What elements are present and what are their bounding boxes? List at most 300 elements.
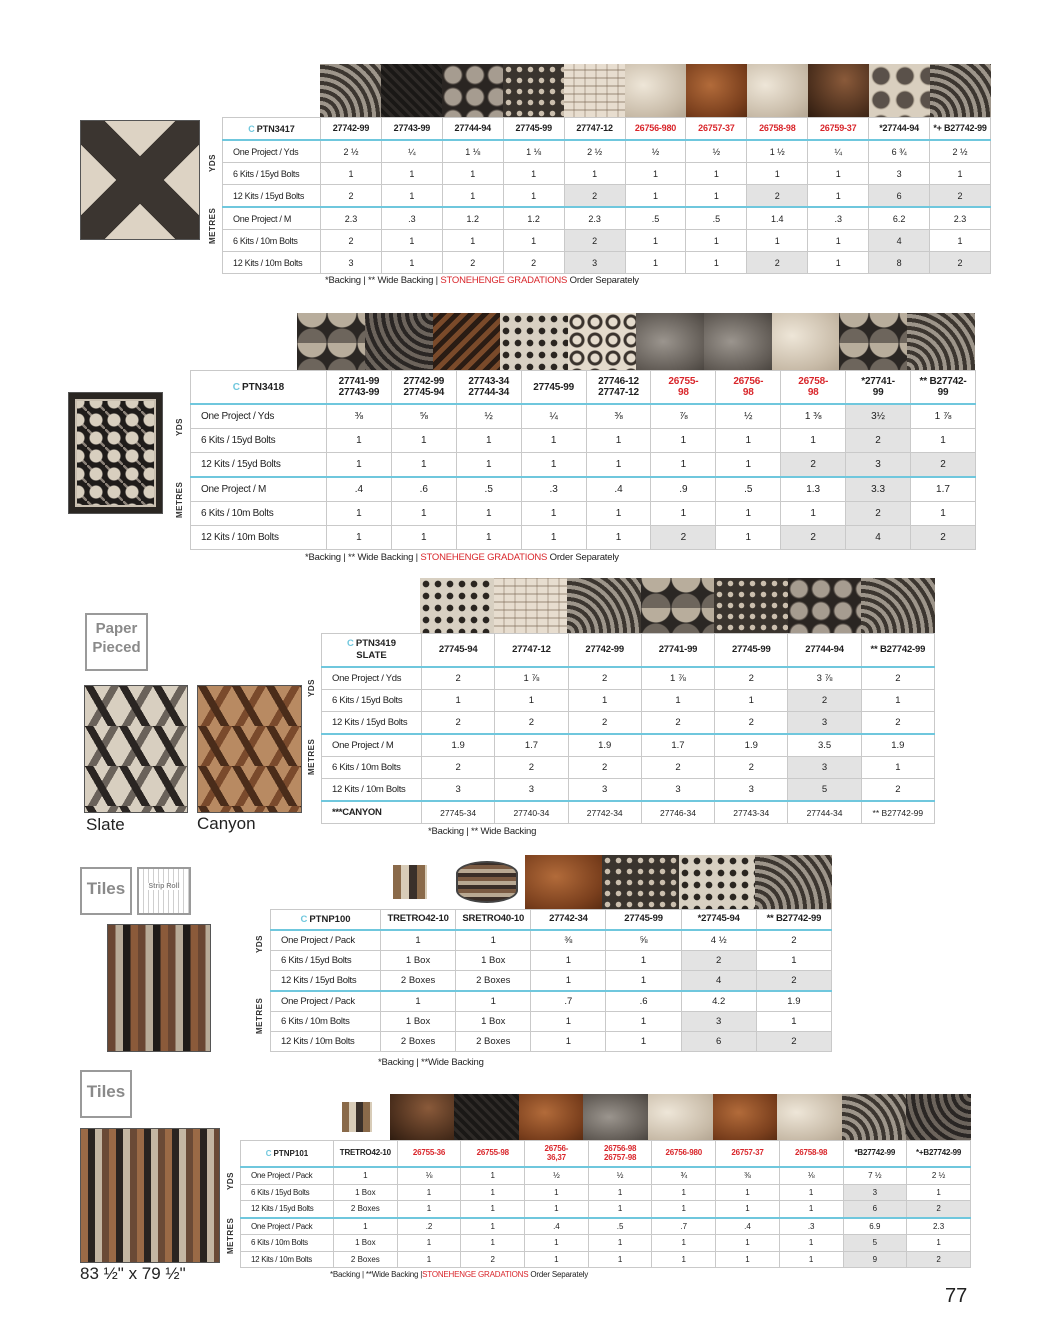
quantity-cell: 1 [756,951,831,971]
strip-roll-image [449,855,526,909]
footnote-text: Order Separately [528,1270,589,1279]
row-label: One Project / Pack [241,1218,334,1235]
quilt-thumbnail-canyon [197,685,302,813]
fabric-swatch [602,855,679,909]
fabric-code-header: 27747-12 [495,634,568,668]
quantity-cell: 2 ½ [564,140,625,163]
quantity-cell: ⅜ [327,404,392,429]
quantity-cell: 1 [391,453,456,478]
fabric-code-header: 27745-99 [606,910,681,931]
table-row [241,1235,971,1252]
fabric-swatch [788,578,862,633]
row-label: One Project / M [223,207,321,230]
table-row [241,1251,971,1268]
table-header-row [322,634,935,668]
table-row [271,1012,832,1032]
fabric-code-header: 26756- 98 [716,371,781,405]
quantity-cell: 1.9 [715,734,788,757]
quantity-cell: .6 [606,991,681,1012]
fabric-swatch [519,1094,584,1140]
fabric-code-header: 27744-94 [442,118,503,141]
fabric-swatch [686,64,747,117]
table-footnote-ptnp101 [330,1270,588,1279]
quantity-cell: 1 [911,429,976,453]
quantity-cell: .3 [521,477,586,502]
row-label: 6 Kits / 15yd Bolts [241,1184,334,1201]
quantity-cell: 1 [521,502,586,526]
fabric-code-header: TRETRO42-10 [334,1141,398,1168]
table-row [241,1167,971,1184]
quantity-cell: 2 [564,185,625,208]
side-label-yds: YDS [175,418,184,436]
quantity-cell: 4 [869,230,930,252]
quantity-cell: 1 [525,1235,589,1252]
quantity-cell: 5 [843,1235,907,1252]
row-label: 12 Kits / 10m Bolts [271,1032,381,1052]
quantity-cell: 2 [861,779,934,802]
quantity-cell: 1 [606,1032,681,1052]
quantity-cell: ⅛ [397,1167,461,1184]
quantity-cell: 2 [781,453,846,478]
fabric-code-header: 27745-99 [715,634,788,668]
footnote-highlight: STONEHENGE GRADATIONS [422,1270,529,1279]
table-row [271,1032,832,1052]
side-label-metres: METRES [307,738,316,775]
quantity-cell: 1 [715,690,788,712]
row-label: One Project / Yds [223,140,321,163]
quantity-cell: 2 ½ [930,140,991,163]
quantity-cell: 2 [715,712,788,735]
fabric-swatch [636,313,704,370]
quilt-thumbnail-slate [84,685,188,813]
fabric-swatch [747,64,808,117]
fabric-swatch [297,313,365,370]
quantity-cell: 1 Box [456,1012,531,1032]
fabric-swatch [568,313,636,370]
quantity-cell: 3.5 [788,734,861,757]
fabric-code-header: 26758- 98 [781,371,846,405]
tiles-stamp: Tiles [80,1070,132,1118]
row-label: 12 Kits / 10m Bolts [191,526,327,550]
quantity-cell: 1 [779,1201,843,1218]
quantity-cell: 1 Box [381,1012,456,1032]
quantity-cell: 1 ⅞ [495,667,568,690]
quantity-cell: 1 [381,930,456,951]
quantity-cell: 1 [716,526,781,550]
table-row [322,667,935,690]
side-label-metres: METRES [226,1217,235,1254]
quantity-cell: 1 [652,1201,716,1218]
quantity-cell: 3 [568,779,641,802]
canyon-fabric-code: 27740-34 [495,801,568,824]
pattern-code: PTN3417 [256,123,295,134]
row-label: One Project / Yds [191,404,327,429]
quantity-cell: 1 [588,1251,652,1268]
quantity-cell: 1 [651,502,716,526]
quantity-cell: 3 [681,1012,756,1032]
quilt-thumbnail-ptnp101 [80,1128,220,1263]
quantity-cell: 2 Boxes [381,971,456,992]
quantity-cell: 1 [521,453,586,478]
quantity-cell: 1 [503,163,564,185]
quantity-cell: 1 [808,230,869,252]
row-label: One Project / Pack [241,1167,334,1184]
quantity-cell: 1 [456,502,521,526]
fabric-swatch [839,313,907,370]
quantity-cell: 1 [686,185,747,208]
quantity-cell: 1 [586,429,651,453]
fabric-code-header: *B27742-99 [843,1141,907,1168]
pattern-code: PTN3418 [241,381,285,393]
quantity-cell: 1 [641,690,714,712]
paper-pieced-stamp: Paper Pieced [85,613,148,671]
strip-roll-label: Strip Roll [148,883,180,890]
quantity-cell: 1 [808,252,869,274]
quantity-cell: 4 [681,971,756,992]
quantity-cell: 1 [531,1012,606,1032]
quantity-cell: 1 [606,1012,681,1032]
quantity-cell: 2 Boxes [334,1251,398,1268]
quantity-cell: 1 [652,1235,716,1252]
quantity-cell: 1 [503,230,564,252]
quantity-cell: 1 [808,185,869,208]
quantity-cell: 1 [716,1251,780,1268]
quantity-cell: 1 [781,502,846,526]
quantity-cell: .5 [686,207,747,230]
quantity-cell: 1 [652,1184,716,1201]
quantity-cell: 1 [606,951,681,971]
fabric-swatch [906,1094,971,1140]
fabric-swatch [772,313,840,370]
fabric-code-header: 26757-37 [686,118,747,141]
yardage-table-ptn3419 [321,633,935,824]
quantity-cell: 2 [321,230,382,252]
quantity-cell: 2.3 [564,207,625,230]
quantity-cell: 1 [442,163,503,185]
strip-roll-stamp [137,867,191,915]
quantity-cell: 1 [586,453,651,478]
pattern-number [322,634,422,668]
yardage-table-ptn3418 [190,370,976,550]
quantity-cell: 1 [334,1218,398,1235]
strip-roll-icon [456,861,518,903]
quantity-cell: 2 [641,757,714,779]
quantity-cell: 1 [756,1012,831,1032]
quantity-cell: 2 Boxes [456,971,531,992]
quantity-cell: 2.3 [321,207,382,230]
row-label: One Project / Pack [271,930,381,951]
fabric-swatch [713,1094,778,1140]
tiles-pack-image [325,1094,390,1140]
tiles-pack-icon [393,865,427,899]
quantity-cell: 2 [788,690,861,712]
fabric-swatch [679,855,756,909]
table-row [241,1184,971,1201]
quantity-cell: 2 [442,252,503,274]
quantity-cell: 2 Boxes [381,1032,456,1052]
side-label-yds: YDS [226,1172,235,1190]
fabric-swatch [494,578,568,633]
quantity-cell: 2 [321,185,382,208]
quantity-cell: 2 [930,252,991,274]
row-label: 12 Kits / 10m Bolts [322,779,422,802]
quantity-cell: 1 [588,1184,652,1201]
quantity-cell: ½ [716,404,781,429]
quantity-cell: 2 [568,667,641,690]
quantity-cell: 2 [681,951,756,971]
quantity-cell: ¼ [808,140,869,163]
quantity-cell: 3 [422,779,495,802]
side-label-metres: METRES [175,481,184,518]
table-header-row [271,910,832,931]
fabric-swatch [564,64,625,117]
quantity-cell: 1 [381,991,456,1012]
swatch-strip-ptnp101 [325,1094,971,1140]
quantity-cell: 2 [747,185,808,208]
fabric-code-header: 26756-980 [625,118,686,141]
fabric-swatch [869,64,930,117]
quantity-cell: ⅜ [531,930,606,951]
fabric-code-header: 27742-34 [531,910,606,931]
quantity-cell: 1 [327,453,392,478]
fabric-swatch [503,64,564,117]
table-row [322,779,935,802]
quantity-cell: 1 [716,429,781,453]
row-label: 6 Kits / 10m Bolts [241,1235,334,1252]
quantity-cell: 2 [568,757,641,779]
caption-canyon: Canyon [197,814,256,833]
fabric-swatch [381,64,442,117]
quantity-cell: 6 [681,1032,756,1052]
quantity-cell: 1 ⅛ [503,140,564,163]
quantity-cell: 1 [381,163,442,185]
yardage-table-ptnp100 [270,909,832,1052]
c-icon: C [248,123,255,134]
quantity-cell: 3 [495,779,568,802]
footnote-text: *Backing | ** Wide Backing | [325,275,441,286]
quantity-cell: 1 [531,1032,606,1052]
table-row [271,991,832,1012]
fabric-swatch [420,578,494,633]
row-label: 12 Kits / 15yd Bolts [271,971,381,992]
quantity-cell: 1.3 [781,477,846,502]
quantity-cell: 1 [652,1251,716,1268]
table-row [223,230,991,252]
quantity-cell: 1.9 [756,991,831,1012]
table-row [223,163,991,185]
row-label: 6 Kits / 15yd Bolts [223,163,321,185]
fabric-swatch [442,64,503,117]
quantity-cell: 1 [779,1184,843,1201]
quantity-cell: 1 [716,1201,780,1218]
quantity-cell: 2 [715,667,788,690]
fabric-swatch [583,1094,648,1140]
quantity-cell: .5 [588,1218,652,1235]
quantity-cell: 1 Box [456,951,531,971]
quantity-cell: 1 [456,453,521,478]
table-row [223,140,991,163]
fabric-code-header: 27745-94 [422,634,495,668]
quantity-cell: 1 [461,1218,525,1235]
quantity-cell: 1 [625,185,686,208]
quantity-cell: 1 [686,230,747,252]
tiles-stamp: Tiles [80,867,132,915]
row-label: 12 Kits / 10m Bolts [241,1251,334,1268]
quantity-cell: 2 [781,526,846,550]
table-row [223,207,991,230]
row-label: One Project / M [322,734,422,757]
footnote-text: Order Separately [547,552,619,563]
fabric-swatch [320,64,381,117]
quantity-cell: 2 [503,252,564,274]
row-label: 6 Kits / 15yd Bolts [322,690,422,712]
quantity-cell: 2 Boxes [334,1201,398,1218]
quantity-cell: 6 [843,1201,907,1218]
fabric-swatch [907,313,975,370]
quantity-cell: ½ [525,1167,589,1184]
quantity-cell: 1 [461,1235,525,1252]
quantity-cell: 1 ½ [747,140,808,163]
side-label-yds: YDS [255,935,264,953]
row-label: 6 Kits / 10m Bolts [322,757,422,779]
quantity-cell: 3 [846,453,911,478]
table-header-row [241,1141,971,1168]
table-row [191,429,976,453]
quantity-cell: 1 [716,502,781,526]
quantity-cell: 1 ⅞ [641,667,714,690]
quantity-cell: 2 [422,712,495,735]
pattern-colorway: SLATE [356,650,387,661]
quantity-cell: .2 [397,1218,461,1235]
row-label: 12 Kits / 15yd Bolts [241,1201,334,1218]
quantity-cell: 1 [397,1184,461,1201]
canyon-row [322,801,935,824]
row-label: 6 Kits / 15yd Bolts [271,951,381,971]
table-row [271,951,832,971]
quantity-cell: 2.3 [907,1218,971,1235]
quantity-cell: 1 [651,453,716,478]
quantity-cell: 1 [456,930,531,951]
quantity-cell: 1 [327,502,392,526]
row-label: One Project / Pack [271,991,381,1012]
quantity-cell: 2 [911,526,976,550]
quantity-cell: ½ [625,140,686,163]
quantity-cell: 2 [846,502,911,526]
quilt-thumbnail-ptn3418 [68,392,163,514]
quantity-cell: 2 [930,185,991,208]
fabric-code-header: 26758-98 [747,118,808,141]
quantity-cell: 3½ [846,404,911,429]
quantity-cell: 2 [907,1251,971,1268]
quantity-cell: 1 [625,230,686,252]
quantity-cell: 1 [381,252,442,274]
fabric-swatch [808,64,869,117]
quantity-cell: 1 [521,526,586,550]
quantity-cell: 4 ½ [681,930,756,951]
table-footnote-ptn3419 [428,826,536,837]
quantity-cell: 6 ¾ [869,140,930,163]
quantity-cell: 1 [781,429,846,453]
quantity-cell: 2 Boxes [456,1032,531,1052]
row-label: One Project / M [191,477,327,502]
fabric-code-header: 26755- 98 [651,371,716,405]
quantity-cell: 2 ½ [321,140,382,163]
table-footnote-ptnp100 [378,1057,484,1068]
quantity-cell: 1 [747,163,808,185]
footnote-text: Order Separately [567,275,639,286]
fabric-code-header: 27744-94 [788,634,861,668]
table-row [271,930,832,951]
quantity-cell: 1 [930,230,991,252]
fabric-code-header: *+B27742-99 [907,1141,971,1168]
quantity-cell: 1 [911,502,976,526]
fabric-code-header: 26755-98 [461,1141,525,1168]
quantity-cell: 1 [525,1201,589,1218]
fabric-code-header: 27745-99 [503,118,564,141]
quantity-cell: 2 [564,230,625,252]
quantity-cell: 1 [397,1201,461,1218]
fabric-code-header: *+ B27742-99 [930,118,991,141]
quantity-cell: 1 [686,252,747,274]
quantity-cell: .5 [716,477,781,502]
quantity-cell: 1 [808,163,869,185]
quantity-cell: 3 [715,779,788,802]
quantity-cell: 1 [461,1167,525,1184]
quantity-cell: .9 [651,477,716,502]
quantity-cell: 3.3 [846,477,911,502]
quantity-cell: 1.4 [747,207,808,230]
quantity-cell: 1 [456,429,521,453]
quantity-cell: 1 [568,690,641,712]
fabric-swatch [567,578,641,633]
fabric-code-header: 27743-99 [381,118,442,141]
table-footnote-ptn3417 [325,275,639,286]
quantity-cell: 3 [788,757,861,779]
canyon-fabric-code: 27744-34 [788,801,861,824]
quantity-cell: 1 ⅜ [781,404,846,429]
quantity-cell: 1 [521,429,586,453]
quantity-cell: .7 [652,1218,716,1235]
canyon-fabric-code: 27745-34 [422,801,495,824]
c-icon: C [300,914,308,925]
side-label-metres: METRES [255,997,264,1034]
quantity-cell: ¼ [521,404,586,429]
row-label: 12 Kits / 15yd Bolts [322,712,422,735]
fabric-code-header: 27741-99 [641,634,714,668]
quantity-cell: 1 Box [334,1184,398,1201]
c-icon: C [346,637,354,649]
quantity-cell: .3 [779,1218,843,1235]
table-row [191,526,976,550]
table-row [191,453,976,478]
quantity-cell: 1 [381,230,442,252]
quantity-cell: 1 [503,185,564,208]
fabric-swatch [704,313,772,370]
quantity-cell: 1 [930,163,991,185]
quantity-cell: 1 [461,1201,525,1218]
quantity-cell: ¾ [652,1167,716,1184]
quantity-cell: 2 [568,712,641,735]
quantity-cell: 2 [422,757,495,779]
quantity-cell: 9 [843,1251,907,1268]
quantity-cell: 6.2 [869,207,930,230]
quantity-cell: ⅛ [779,1167,843,1184]
fabric-code-header: ** B27742-99 [861,634,934,668]
quantity-cell: 3 ⅞ [788,667,861,690]
quantity-cell: 2 [495,757,568,779]
canyon-fabric-code: 27746-34 [641,801,714,824]
quantity-cell: .7 [531,991,606,1012]
